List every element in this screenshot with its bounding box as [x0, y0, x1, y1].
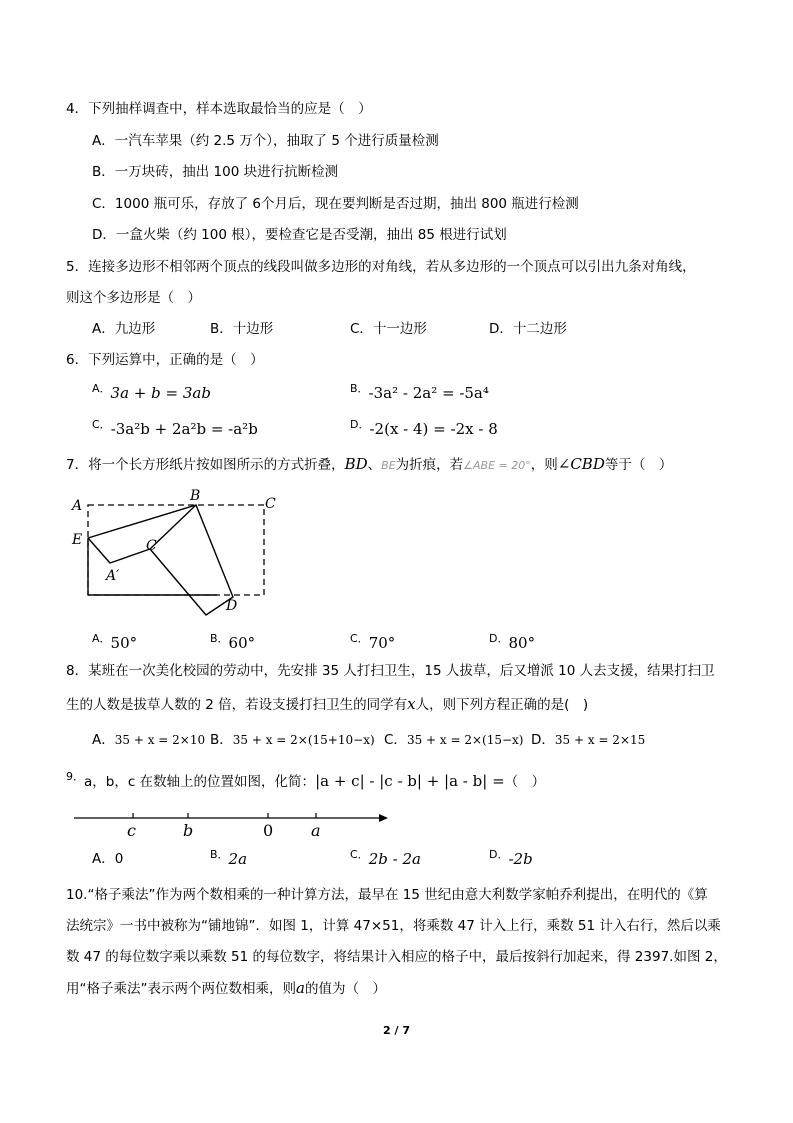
option-label: D． — [350, 418, 370, 431]
q5-stem-line1: 5．连接多边形不相邻两个顶点的线段叫做多边形的对角线，若从多边形的一个顶点可以引出九条对角线， — [66, 259, 696, 275]
option-label: B． — [210, 732, 233, 748]
axis-label-b: b — [183, 821, 194, 840]
option-label: B． — [210, 632, 229, 645]
option-label: C． — [92, 418, 111, 431]
q6-option-c — [92, 420, 258, 439]
axis-label-c: c — [127, 821, 136, 840]
q6-option-d — [350, 420, 498, 439]
q9-number: 9． — [66, 770, 84, 783]
option-label: C． — [350, 848, 369, 861]
q7-be: BE — [381, 459, 396, 472]
q7-value-c: 70° — [368, 634, 396, 652]
q4-option-b: B．一万块砖，抽出 100 块进行抗断检测 — [92, 164, 339, 180]
q9-value-c: 2b - 2a — [368, 850, 421, 868]
q8-stem-line1: 8．某班在一次美化校园的劳动中，先安排 35 人打扫卫生，15 人拔草，后又增派 10 人去支援，结果打扫卫 — [66, 663, 715, 679]
q8-option-b — [210, 731, 375, 749]
fold-flap — [88, 538, 150, 563]
q10-line2: 法统宗》一书中被称为“铺地锦”．如图 1，计算 47×51，将乘数 47 计入上行，乘数 51 计入右行，然后以乘 — [66, 918, 721, 934]
q7-option-b — [210, 634, 255, 653]
axis-arrow — [379, 814, 388, 822]
q8-expr-d: 35 + x = 2×15 — [554, 733, 646, 747]
option-label: A． — [92, 851, 115, 867]
q9-value-b: 2a — [228, 850, 248, 868]
label-a-prime: A′ — [106, 568, 120, 584]
q8-option-d — [531, 731, 645, 749]
q7-stem-c: ，则 — [530, 457, 558, 473]
q4-option-a: A．一汽车苹果（约 2.5 万个），抽取了 5 个进行质量检测 — [92, 133, 439, 149]
q9-option-d — [489, 850, 533, 869]
q9-value-d: -2b — [508, 850, 533, 868]
q9-value-a: 0 — [114, 851, 124, 867]
q9-expression: |a + c| - |c - b| + |a - b| = — [315, 772, 505, 790]
q7-condition: ∠ABE = 20° — [463, 459, 531, 472]
q8-option-c — [384, 731, 524, 749]
q9-option-b — [210, 850, 247, 869]
q8-expr-c: 35 + x = 2×(15−x) — [406, 733, 524, 747]
label-b: B — [190, 488, 201, 504]
q10-line3: 数 47 的每位数字乘以乘数 51 的每位数字，将结果计入相应的格子中，最后按斜行加起来，得 2397.如图 2， — [66, 949, 727, 965]
q7-bd: BD — [344, 455, 368, 473]
fold-edges — [88, 505, 233, 615]
q7-fold-figure — [66, 484, 296, 619]
q7-stem-a: 7．将一个长方形纸片按如图所示的方式折叠， — [66, 457, 345, 473]
option-label: B． — [210, 848, 229, 861]
q9-number-line — [72, 805, 396, 841]
q4-option-d: D．一盒火柴（约 100 根），要检查它是否受潮，抽出 85 根进行试划 — [92, 227, 507, 243]
option-label: A． — [92, 732, 115, 748]
q8-option-a — [92, 731, 205, 749]
q6-expr-c: -3a²b + 2a²b = -a²b — [110, 420, 258, 438]
q9-stem-b: （ ） — [504, 774, 546, 790]
option-label: B． — [350, 382, 369, 395]
label-d: D — [226, 598, 238, 614]
q6-stem: 6．下列运算中，正确的是（ ） — [66, 352, 264, 368]
q8-stem2-a: 生的人数是拔草人数的 2 倍，若设支援打扫卫生的同学有 — [66, 697, 408, 713]
q7-stem-b: 为折痕，若 — [395, 457, 464, 473]
label-c: C — [265, 496, 276, 512]
q6-expr-a: 3a + b = 3ab — [110, 384, 211, 402]
q9-option-c — [350, 850, 421, 869]
q8-expr-b: 35 + x = 2×(15+10−x) — [232, 733, 375, 747]
option-label: A． — [92, 382, 111, 395]
q8-stem2-b: 人，则下列方程正确的是( ) — [415, 697, 589, 713]
q7-value-d: 80° — [508, 634, 536, 652]
option-label: D． — [489, 848, 509, 861]
q10-line1: 10.“格子乘法”作为两个数相乘的一种计算方法，最早在 15 世纪由意大利数学家帕乔利提出，在明代的《算 — [66, 887, 708, 903]
q5-stem-line2: 则这个多边形是（ ） — [66, 290, 201, 306]
q7-value-a: 50° — [110, 634, 138, 652]
q7-option-a — [92, 634, 137, 653]
q7-value-b: 60° — [228, 634, 256, 652]
page-number: 2 / 7 — [383, 1024, 410, 1037]
q8-expr-a: 35 + x = 2×10 — [114, 733, 206, 747]
q5-option-d: D．十二边形 — [489, 321, 567, 337]
q6-expr-d: -2(x - 4) = -2x - 8 — [369, 420, 498, 438]
q6-expr-b: -3a² - 2a² = -5a⁴ — [368, 384, 489, 402]
q9-stem-a: a，b，c 在数轴上的位置如图，化简： — [84, 774, 316, 790]
q7-option-d — [489, 634, 535, 653]
q8-stem-line2 — [66, 695, 588, 714]
option-label: C． — [384, 732, 407, 748]
q7-stem-d: 等于（ ） — [604, 457, 673, 473]
q6-option-a — [92, 384, 211, 403]
q5-option-b: B．十边形 — [210, 321, 274, 337]
q10-line4 — [66, 979, 386, 998]
q7-stem — [66, 455, 672, 475]
label-c-prime: C′ — [146, 538, 160, 554]
q10-line4-a: 用“格子乘法”表示两个两位数相乘，则 — [66, 981, 296, 997]
q10-var: a — [296, 979, 305, 997]
q7-option-c — [350, 634, 395, 653]
option-label: D． — [489, 632, 509, 645]
label-e: E — [72, 532, 83, 548]
axis-label-a: a — [311, 821, 321, 840]
q4-option-c: C．1000 瓶可乐，存放了 6个月后，现在要判断是否过期，抽出 800 瓶进行检测 — [92, 196, 579, 212]
q6-option-b — [350, 384, 489, 403]
axis-label-zero: 0 — [263, 821, 274, 840]
q9-option-a — [92, 850, 123, 868]
q9-stem — [66, 772, 545, 791]
q10-line4-b: 的值为（ ） — [304, 981, 386, 997]
q5-option-c: C．十一边形 — [350, 321, 427, 337]
q8-var: x — [407, 695, 416, 713]
option-label: C． — [350, 632, 369, 645]
q7-sep: 、 — [367, 457, 382, 473]
option-label: D． — [531, 732, 555, 748]
option-label: A． — [92, 632, 111, 645]
label-a: A — [72, 498, 83, 514]
q7-target: ∠CBD — [557, 455, 605, 473]
q4-stem: 4．下列抽样调查中，样本选取最恰当的应是（ ） — [66, 101, 372, 117]
q5-option-a: A．九边形 — [92, 321, 156, 337]
